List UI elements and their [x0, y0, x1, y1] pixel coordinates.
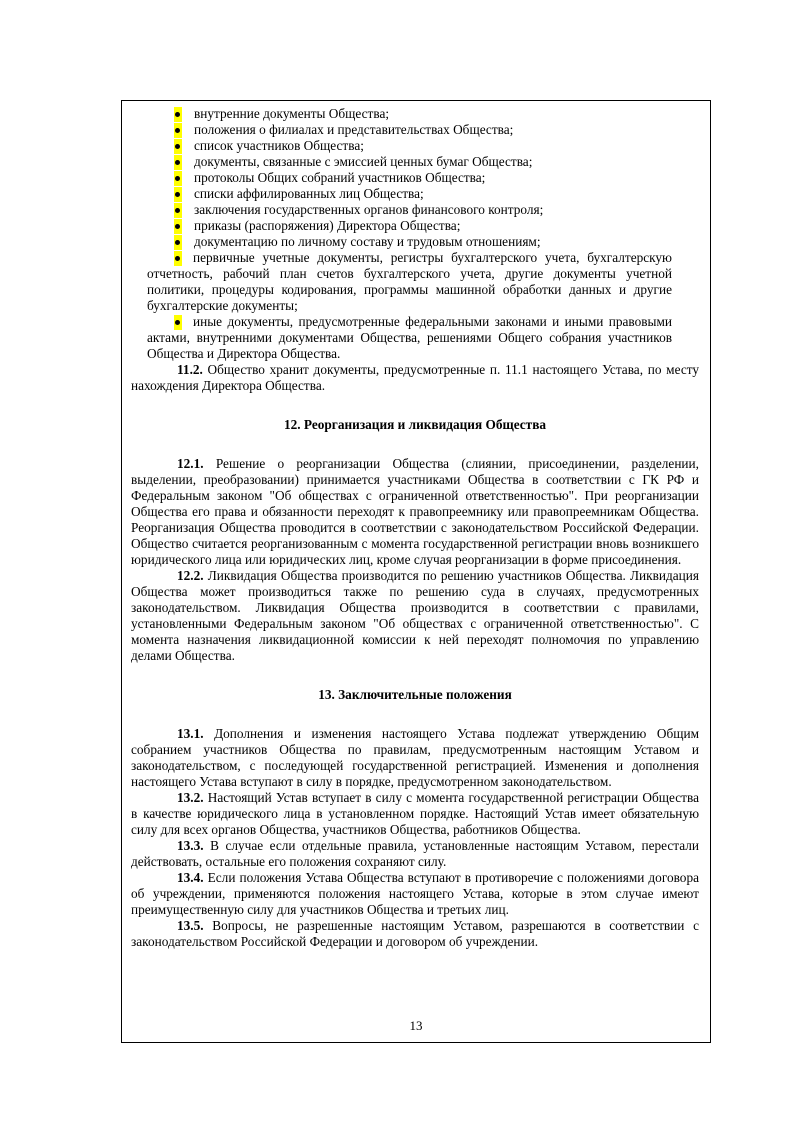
- bullet-icon: [174, 203, 182, 218]
- clause-number: 13.4.: [177, 870, 204, 885]
- page-frame: [121, 100, 711, 1043]
- list-item: иные документы, предусмотренные федеральными законами и иными правовыми актами, внутренними документами Общества, решениями Общего собрания участников Общества и Директора Общества.: [147, 314, 672, 361]
- clause-number: 13.2.: [177, 790, 204, 805]
- list-item: списки аффилированных лиц Общества;: [131, 186, 699, 202]
- list-item: первичные учетные документы, регистры бухгалтерского учета, бухгалтерскую отчетность, рабочий план счетов бухгалтерского учета, другие документы учетной политики, процедуры кодирования, программы машинной обработки данных и другие бухгалтерские документы;: [147, 250, 672, 313]
- list-item: внутренние документы Общества;: [131, 106, 699, 122]
- clause-text: Вопросы, не разрешенные настоящим Уставом, разрешаются в соответствии с законодательством Российской Федерации и договором об учреждении.: [131, 918, 699, 949]
- paragraph-12-2: [131, 568, 699, 664]
- paragraph-13-3: [131, 838, 699, 870]
- paragraph-11-2: [131, 362, 699, 394]
- clause-number: 13.5.: [177, 918, 204, 933]
- bullet-icon: [174, 187, 182, 202]
- section-heading-12: 12. Реорганизация и ликвидация Общества: [283, 417, 547, 432]
- paragraph-12-1: [131, 456, 699, 568]
- clause-number: 13.3.: [177, 838, 204, 853]
- document-list: [131, 106, 699, 362]
- clause-number: 12.1.: [177, 456, 204, 471]
- clause-text: Решение о реорганизации Общества (слиянии, присоединении, разделении, выделении, преобразовании) принимается участниками Общества в соответствии с ГК РФ и Федеральным законом "Об обществах с ограниченной ответственностью". При реорганизации Общества его права и обязанности переходят к правопреемнику или правопреемникам Общества. Реорганизация Общества проводится в соответствии с законодательством Российской Федерации. Общество считается реорганизованным с момента государственной регистрации вновь возникшего юридического лица или юридических лиц, кроме случая реорганизации в форме присоединения.: [131, 456, 699, 567]
- list-item: заключения государственных органов финансового контроля;: [131, 202, 699, 218]
- clause-text: Общество хранит документы, предусмотренные п. 11.1 настоящего Устава, по месту нахождения Директора Общества.: [131, 362, 699, 393]
- paragraph-13-1: [131, 726, 699, 790]
- list-item: протоколы Общих собраний участников Общества;: [131, 170, 699, 186]
- clause-text: Если положения Устава Общества вступают в противоречие с положениями договора об учреждении, применяются положения настоящего Устава, которые в этом случае имеют преимущественную силу для участников Общества и третьих лиц.: [131, 870, 699, 917]
- bullet-icon: [174, 251, 182, 266]
- clause-text: В случае если отдельные правила, установленные настоящим Уставом, перестали действовать, остальные его положения сохраняют силу.: [131, 838, 699, 869]
- paragraph-13-2: [131, 790, 699, 838]
- clause-text: Настоящий Устав вступает в силу с момента государственной регистрации Общества в качестве юридического лица в установленном порядке. Настоящий Устав имеет обязательную силу для всех органов Общества, участников Общества, работников Общества.: [131, 790, 699, 837]
- bullet-icon: [174, 235, 182, 250]
- list-item: документы, связанные с эмиссией ценных бумаг Общества;: [131, 154, 699, 170]
- clause-number: 13.1.: [177, 726, 204, 741]
- clause-number: 11.2.: [177, 362, 203, 377]
- bullet-icon: [174, 155, 182, 170]
- document-body: [131, 106, 699, 950]
- list-item: положения о филиалах и представительствах Общества;: [131, 122, 699, 138]
- page-number: 13: [409, 1018, 423, 1033]
- paragraph-13-5: [131, 918, 699, 950]
- bullet-icon: [174, 171, 182, 186]
- bullet-icon: [174, 123, 182, 138]
- clause-text: Дополнения и изменения настоящего Устава подлежат утверждению Общим собранием участников Общества по правилам, предусмотренным настоящим Уставом и законодательством, с последующей государственной регистрацией. Изменения и дополнения настоящего Устава вступают в силу в порядке, предусмотренном законодательством.: [131, 726, 699, 789]
- paragraph-13-4: [131, 870, 699, 918]
- bullet-icon: [174, 139, 182, 154]
- bullet-icon: [174, 315, 182, 330]
- list-item: документацию по личному составу и трудовым отношениям;: [131, 234, 699, 250]
- bullet-icon: [174, 107, 182, 122]
- clause-text: Ликвидация Общества производится по решению участников Общества. Ликвидация Общества может производиться также по решению суда в случаях, предусмотренных законодательством. Ликвидация Общества производится в соответствии с правилами, установленными Федеральным законом "Об обществах с ограниченной ответственностью". С момента назначения ликвидационной комиссии к ней переходят полномочия по управлению делами Общества.: [131, 568, 699, 663]
- clause-number: 12.2.: [177, 568, 204, 583]
- bullet-icon: [174, 219, 182, 234]
- list-item: список участников Общества;: [131, 138, 699, 154]
- list-item: приказы (распоряжения) Директора Общества;: [131, 218, 699, 234]
- section-heading-13: 13. Заключительные положения: [318, 687, 512, 702]
